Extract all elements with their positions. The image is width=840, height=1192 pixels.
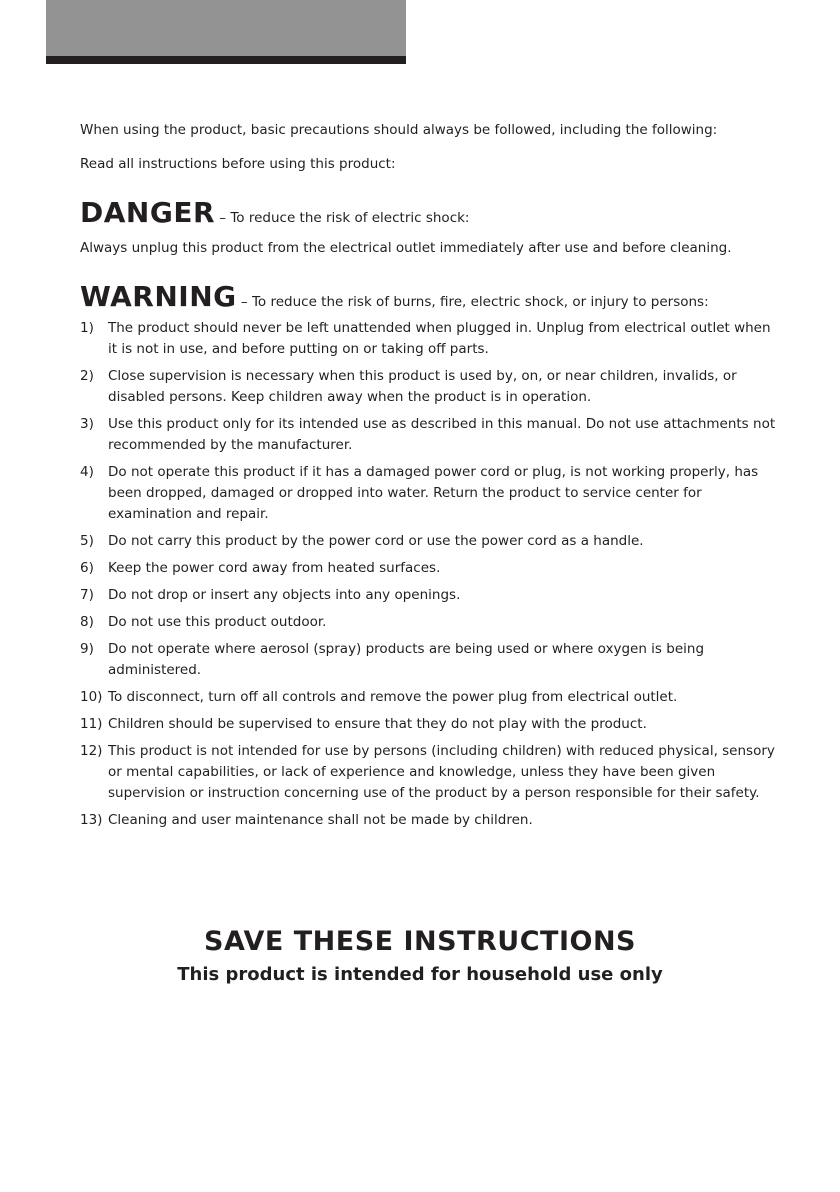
warning-heading — [80, 280, 780, 314]
danger-subtitle: – To reduce the risk of electric shock: — [215, 210, 470, 226]
item-text: Children should be supervised to ensure that they do not play with the product. — [108, 716, 647, 732]
list-item — [80, 714, 780, 735]
item-number: 8) — [80, 614, 94, 630]
list-item — [80, 558, 780, 579]
item-number: 4) — [80, 464, 94, 480]
item-text: To disconnect, turn off all controls and remove the power plug from electrical outlet. — [108, 689, 678, 705]
list-item — [80, 687, 780, 708]
list-item — [80, 531, 780, 552]
item-number: 3) — [80, 416, 94, 432]
danger-heading — [80, 196, 780, 230]
list-item — [80, 639, 780, 681]
item-number: 11) — [80, 716, 103, 732]
intro-line-2: Read all instructions before using this product: — [80, 156, 396, 172]
item-number: 5) — [80, 533, 94, 549]
item-text: Do not operate this product if it has a damaged power cord or plug, is not working properly, has been dropped, damaged or dropped into water. Return the product to service center for examination and repair. — [108, 464, 759, 522]
list-item — [80, 741, 780, 804]
footer — [0, 924, 840, 988]
list-item — [80, 366, 780, 408]
item-text: Use this product only for its intended use as described in this manual. Do not use attachments not recommended by the manufacturer. — [108, 416, 776, 453]
item-text: Do not drop or insert any objects into any openings. — [108, 587, 461, 603]
household-use-note: This product is intended for household use only — [177, 964, 663, 985]
warning-subtitle: – To reduce the risk of burns, fire, electric shock, or injury to persons: — [236, 294, 709, 310]
safety-content — [80, 120, 780, 837]
danger-title: DANGER — [80, 196, 216, 229]
list-item — [80, 414, 780, 456]
item-number: 9) — [80, 641, 94, 657]
item-number: 7) — [80, 587, 94, 603]
list-item — [80, 810, 780, 831]
item-number: 10) — [80, 689, 103, 705]
item-number: 6) — [80, 560, 94, 576]
item-number: 2) — [80, 368, 94, 384]
warning-title: WARNING — [80, 280, 237, 313]
item-text: This product is not intended for use by persons (including children) with reduced physical, sensory or mental capabilities, or lack of experience and knowledge, unless they have been given supervision or instruction concerning use of the product by a person responsible for their safety. — [108, 743, 775, 801]
item-text: Do not operate where aerosol (spray) products are being used or where oxygen is being administered. — [108, 641, 705, 678]
list-item — [80, 585, 780, 606]
header-bar — [46, 0, 406, 56]
item-number: 13) — [80, 812, 103, 828]
list-item — [80, 612, 780, 633]
list-item — [80, 318, 780, 360]
header-rule — [46, 56, 406, 64]
item-text: Do not carry this product by the power cord or use the power cord as a handle. — [108, 533, 644, 549]
item-text: Keep the power cord away from heated surfaces. — [108, 560, 441, 576]
item-text: Close supervision is necessary when this product is used by, on, or near children, invalids, or disabled persons. Keep children away when the product is in operation. — [108, 368, 737, 405]
danger-text: Always unplug this product from the electrical outlet immediately after use and before cleaning. — [80, 240, 732, 256]
list-item — [80, 462, 780, 525]
item-number: 12) — [80, 743, 103, 759]
item-text: Cleaning and user maintenance shall not be made by children. — [108, 812, 533, 828]
item-text: The product should never be left unattended when plugged in. Unplug from electrical outlet when it is not in use, and before putting on or taking off parts. — [108, 320, 771, 357]
intro-line-1: When using the product, basic precautions should always be followed, including the following: — [80, 122, 718, 138]
save-instructions-title: SAVE THESE INSTRUCTIONS — [204, 926, 636, 957]
item-text: Do not use this product outdoor. — [108, 614, 327, 630]
warning-list — [80, 318, 780, 831]
item-number: 1) — [80, 320, 94, 336]
